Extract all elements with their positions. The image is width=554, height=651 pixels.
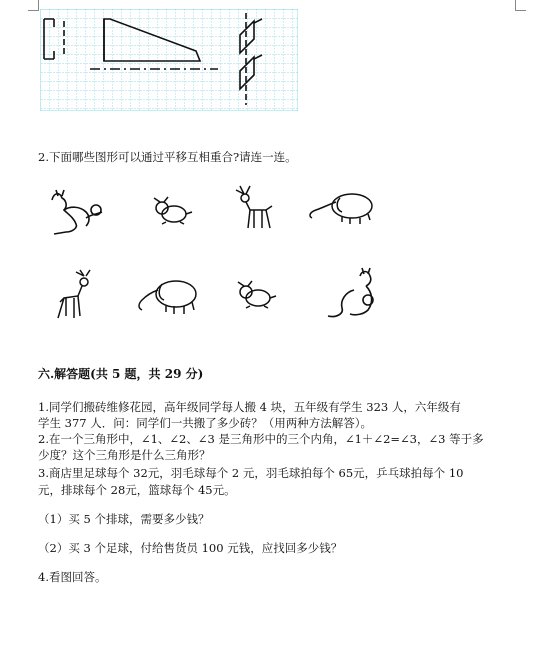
problem-3-subquestion-1: （1）买 5 个排球，需要多少钱？ [38,512,210,526]
kangaroo-icon [46,188,108,238]
question-2-text: 2.下面哪些图形可以通过平移互相重合?请连一连。 [38,150,297,164]
problem-2-line-1: 2.在一个三角形中，∠1、∠2、∠3 是三角形中的三个内角，∠1＋∠2=∠3，∠3 等于多 [38,432,484,446]
problem-2-line-2: 少度？这个三角形是什么三角形？ [38,448,211,462]
page-corner-mark-right [515,0,526,11]
page-corner-mark-left [28,0,39,11]
problem-3-line-2: 元，排球每个 28元，篮球每个 45元。 [38,483,236,497]
problem-1-line-1: 1.同学们搬砖维修花园，高年级同学每人搬 4 块，五年级有学生 323 人，六年级有 [38,400,461,414]
problem-1-line-2: 学生 377 人．问：同学们一共搬了多少砖？（用两种方法解答）。 [38,416,373,430]
rabbit-icon [150,196,196,226]
deer-icon [232,184,278,234]
deer-icon-2 [54,268,100,324]
section-6-heading: 六.解答题(共 5 题，共 29 分) [38,367,204,381]
problem-4-text: 4.看图回答。 [38,570,107,584]
rabbit-icon-2 [236,280,280,310]
problem-3-line-1: 3.商店里足球每个 32元，羽毛球每个 2 元，羽毛球拍每个 65元，乒乓球拍每个 10 [38,466,464,480]
elephant-icon [306,190,376,226]
grid-translation-figure [40,9,298,111]
elephant-icon-2 [134,276,200,316]
kangaroo-icon-2 [324,266,384,322]
problem-3-subquestion-2: （2）买 3 个足球，付给售货员 100 元钱，应找回多少钱？ [38,541,343,555]
